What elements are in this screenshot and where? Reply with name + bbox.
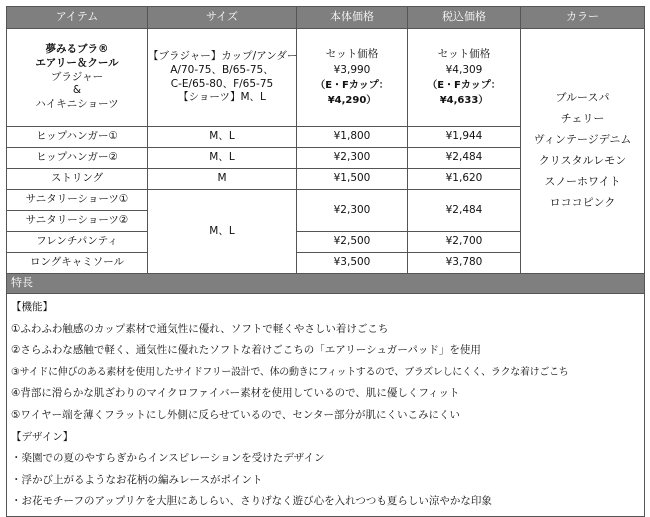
sanitary-price: ¥2,300 [297, 190, 408, 232]
set-sub-line-1: ブラジャー [50, 70, 104, 83]
row-price: ¥3,500 [297, 253, 408, 274]
set-row [7, 29, 645, 127]
features-body [7, 294, 645, 517]
color-2: チェリー [560, 112, 605, 126]
set-tax-value: ¥4,309 [445, 63, 483, 76]
color-3: ヴィンテージデニム [533, 133, 632, 147]
feature-line: ・楽園での夏のやすらぎからインスピレーションを受けたデザイン [11, 452, 325, 465]
set-name-line-2: エアリー＆クール [35, 57, 119, 70]
set-price-value: ¥3,990 [333, 63, 371, 76]
features-title: 特長 [7, 274, 645, 294]
feature-line: ②さらふわな感触で軽く、通気性に優れたソフトな着けごこちの「エアリーシュガーパッド」を使用 [11, 344, 481, 357]
row-price: ¥2,500 [297, 232, 408, 253]
set-price [297, 29, 408, 127]
bottom-size: M、L [148, 190, 297, 274]
row-tax: ¥1,944 [408, 127, 521, 148]
header-item: アイテム [7, 7, 148, 29]
size-line-1: 【ブラジャー】カップ/アンダー [148, 50, 298, 63]
size-line-2: A/70-75、B/65-75、 [170, 63, 274, 76]
set-tax-price [408, 29, 521, 127]
set-item-name [7, 29, 148, 127]
header-size: サイズ [148, 7, 297, 29]
color-list [521, 29, 645, 274]
color-5: スノーホワイト [544, 174, 621, 188]
header-color: カラー [521, 7, 645, 29]
row-price: ¥2,300 [297, 148, 408, 169]
color-6: ロココピンク [549, 195, 616, 209]
row-size: M、L [148, 148, 297, 169]
sanitary-tax: ¥2,484 [408, 190, 521, 232]
row-tax: ¥2,484 [408, 148, 521, 169]
set-sub-line-2: & [72, 84, 82, 97]
feature-line: 【デザイン】 [11, 430, 74, 443]
row-name: ロングキャミソール [7, 253, 148, 274]
row-name: ヒップハンガー① [7, 127, 148, 148]
set-price-label: セット価格 [325, 47, 379, 60]
set-size [148, 29, 297, 127]
set-price-ef: （E・Fカップ：¥4,290） [315, 80, 389, 107]
features-header-row [7, 274, 645, 294]
feature-line: ④背部に滑らかな肌ざわりのマイクロファイバー素材を使用しているので、肌に優しくフィット [11, 387, 460, 400]
row-tax: ¥2,700 [408, 232, 521, 253]
set-tax-ef-2: ¥4,633） [439, 95, 489, 107]
set-tax-label: セット価格 [437, 47, 491, 60]
row-name: フレンチパンティ [7, 232, 148, 253]
row-price: ¥1,800 [297, 127, 408, 148]
set-tax-ef-1: （E・Fカップ： [427, 80, 501, 92]
feature-line: ③サイドに伸びのある素材を使用したサイドフリー設計で、体の動きにフィットするので、ブラズレしにくく、ラクな着けごこち [11, 366, 569, 378]
row-tax: ¥1,620 [408, 169, 521, 190]
row-tax: ¥3,780 [408, 253, 521, 274]
color-4: クリスタルレモン [538, 154, 627, 167]
feature-line: ・浮かび上がるようなお花柄の編みレースがポイント [11, 473, 263, 486]
row-name: ヒップハンガー② [7, 148, 148, 169]
header-row [7, 7, 645, 29]
row-name: ストリング [7, 169, 148, 190]
set-sub-line-3: ハイキニショーツ [35, 97, 119, 110]
row-name: サニタリーショーツ① [7, 190, 148, 211]
product-spec-table [6, 6, 645, 517]
row-size: M、L [148, 127, 297, 148]
size-line-3: C-E/65-80、F/65-75 [170, 77, 274, 90]
color-1: ブルースパ [555, 91, 610, 105]
feature-line: 【機能】 [11, 301, 53, 313]
features-row [7, 294, 645, 517]
row-price: ¥1,500 [297, 169, 408, 190]
feature-line: ・お花モチーフのアップリケを大胆にあしらい、さりげなく遊び心を入れつつも夏らしい涼やかな印象 [11, 495, 492, 508]
row-name: サニタリーショーツ② [7, 211, 148, 232]
set-name-line-1: 夢みるブラ® [45, 43, 109, 56]
size-line-4: 【ショーツ】M、L [178, 91, 266, 104]
header-price: 本体価格 [297, 7, 408, 29]
row-size: M [148, 169, 297, 190]
header-tax-price: 税込価格 [408, 7, 521, 29]
feature-line: ⑤ワイヤー端を薄くフラットにし外側に反らせているので、センター部分が肌にくいこみにくい [11, 408, 460, 421]
feature-line: ①ふわふわ触感のカップ素材で通気性に優れ、ソフトで軽くやさしい着けごこち [11, 322, 389, 335]
